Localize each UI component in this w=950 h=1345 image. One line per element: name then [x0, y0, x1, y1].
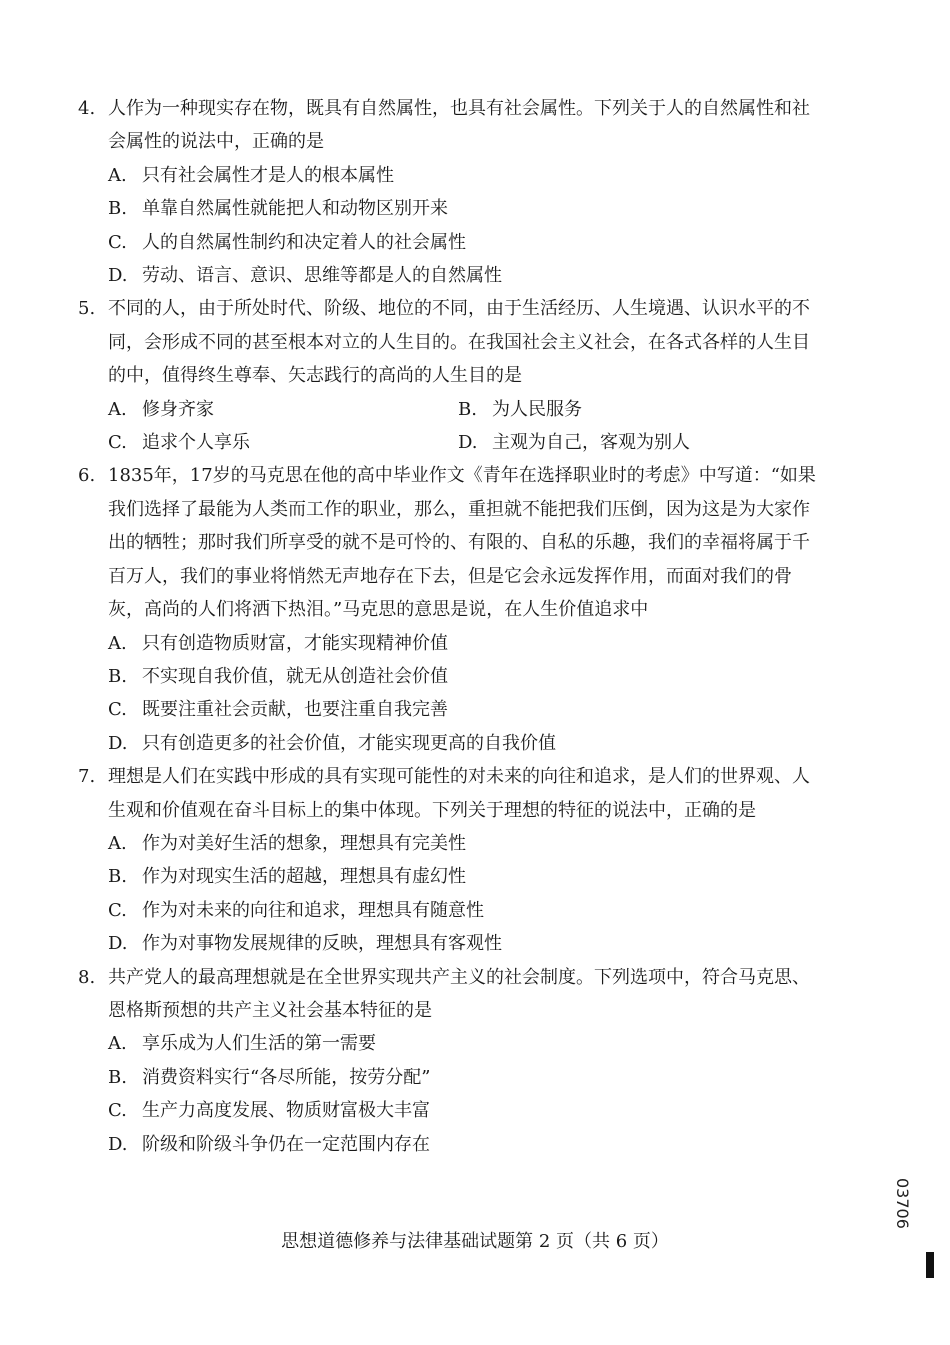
option-a [108, 1027, 818, 1060]
option-label: A. [108, 398, 127, 420]
option-a [108, 393, 458, 426]
option-d [108, 1128, 818, 1161]
option-text: 修身齐家 [142, 398, 214, 420]
option-a [108, 627, 818, 660]
question-number: 5. [78, 298, 96, 320]
option-c [108, 693, 818, 726]
option-text: 作为对事物发展规律的反映，理想具有客观性 [142, 933, 502, 955]
question-text: 1835年，17岁的马克思在他的高中毕业作文《青年在选择职业时的考虑》中写道：“如果我们选择了最能为人类而工作的职业，那么，重担就不能把我们压倒，因为这是为大家作出的牺牲；那时我们所享受的就不是可怜的、有限的、自私的乐趣，我们的幸福将属于千百万人，我们的事业将悄然无声地存在下去，但是它会永远发挥作用，而面对我们的骨灰，高尚的人们将洒下热泪。”马克思的意思是说，在人生价值追求中 [108, 465, 816, 621]
option-label: C. [108, 699, 127, 721]
option-text: 主观为自己，客观为别人 [492, 432, 690, 454]
question-stem [78, 961, 818, 1028]
option-label: A. [108, 164, 127, 186]
option-list [78, 159, 818, 293]
question-number: 7. [78, 766, 96, 788]
question-text: 不同的人，由于所处时代、阶级、地位的不同，由于生活经历、人生境遇、认识水平的不同，会形成不同的甚至根本对立的人生目的。在我国社会主义社会，在各式各样的人生目的中，值得终生尊奉、矢志践行的高尚的人生目的是 [108, 298, 810, 387]
option-text: 为人民服务 [492, 398, 582, 420]
option-list [78, 827, 818, 961]
option-list [78, 393, 818, 460]
option-label: D. [108, 933, 128, 955]
option-b [108, 660, 818, 693]
option-label: C. [108, 231, 127, 253]
option-label: B. [108, 198, 127, 220]
option-label: B. [458, 398, 477, 420]
option-label: C. [108, 1100, 127, 1122]
option-label: C. [108, 899, 127, 921]
option-text: 只有社会属性才是人的根本属性 [142, 164, 394, 186]
option-text: 生产力高度发展、物质财富极大丰富 [142, 1100, 430, 1122]
option-b [108, 860, 818, 893]
option-label: D. [458, 432, 478, 454]
option-d [108, 927, 818, 960]
option-list [78, 1027, 818, 1161]
option-d [458, 426, 808, 459]
option-c [108, 894, 818, 927]
option-a [108, 159, 818, 192]
option-text: 消费资料实行“各尽所能，按劳分配” [142, 1066, 431, 1088]
question-5 [78, 292, 818, 459]
option-label: D. [108, 1133, 128, 1155]
question-7 [78, 760, 818, 960]
question-stem [78, 760, 818, 827]
question-list [78, 92, 818, 1161]
option-label: B. [108, 1066, 127, 1088]
option-text: 只有创造更多的社会价值，才能实现更高的自我价值 [142, 732, 556, 754]
question-number: 8. [78, 966, 96, 988]
option-c [108, 1094, 818, 1127]
option-text: 既要注重社会贡献，也要注重自我完善 [142, 699, 448, 721]
option-d [108, 727, 818, 760]
option-d [108, 259, 818, 292]
option-text: 人的自然属性制约和决定着人的社会属性 [142, 231, 466, 253]
question-number: 4. [78, 98, 96, 119]
option-text: 单靠自然属性就能把人和动物区别开来 [142, 198, 448, 220]
question-6 [78, 459, 818, 760]
option-label: B. [108, 866, 127, 888]
option-row [108, 393, 818, 426]
option-c [108, 226, 818, 259]
option-label: C. [108, 432, 127, 454]
question-number: 6. [78, 465, 96, 487]
question-text: 人作为一种现实存在物，既具有自然属性，也具有社会属性。下列关于人的自然属性和社会属性的说法中，正确的是 [108, 98, 810, 153]
option-text: 不实现自我价值，就无从创造社会价值 [142, 665, 448, 687]
option-text: 阶级和阶级斗争仍在一定范围内存在 [142, 1133, 430, 1155]
option-a [108, 827, 818, 860]
option-text: 只有创造物质财富，才能实现精神价值 [142, 632, 448, 654]
option-label: D. [108, 732, 128, 754]
option-b [458, 393, 808, 426]
option-label: A. [108, 1033, 127, 1055]
question-stem [78, 459, 818, 626]
option-label: A. [108, 632, 127, 654]
option-row [108, 426, 818, 459]
option-text: 作为对美好生活的想象，理想具有完美性 [142, 832, 466, 854]
option-text: 作为对未来的向往和追求，理想具有随意性 [142, 899, 484, 921]
option-label: A. [108, 832, 127, 854]
question-8 [78, 961, 818, 1161]
question-4 [78, 92, 818, 292]
option-list [78, 627, 818, 761]
option-text: 劳动、语言、意识、思维等都是人的自然属性 [142, 265, 502, 287]
option-label: B. [108, 665, 127, 687]
question-stem [78, 292, 818, 392]
side-marker-bar [926, 1252, 934, 1278]
question-text: 理想是人们在实践中形成的具有实现可能性的对未来的向往和追求，是人们的世界观、人生观和价值观在奋斗目标上的集中体现。下列关于理想的特征的说法中，正确的是 [108, 766, 810, 821]
option-text: 享乐成为人们生活的第一需要 [142, 1033, 376, 1055]
option-text: 追求个人享乐 [142, 432, 250, 454]
option-b [108, 192, 818, 225]
question-text: 共产党人的最高理想就是在全世界实现共产主义的社会制度。下列选项中，符合马克思、恩格斯预想的共产主义社会基本特征的是 [108, 966, 810, 1021]
page-footer: 思想道德修养与法律基础试题第 2 页（共 6 页） [281, 1231, 669, 1252]
question-stem [78, 92, 818, 159]
option-c [108, 426, 458, 459]
side-exam-code: 03706 [893, 1178, 912, 1229]
option-text: 作为对现实生活的超越，理想具有虚幻性 [142, 866, 466, 888]
option-label: D. [108, 265, 128, 287]
option-b [108, 1061, 818, 1094]
